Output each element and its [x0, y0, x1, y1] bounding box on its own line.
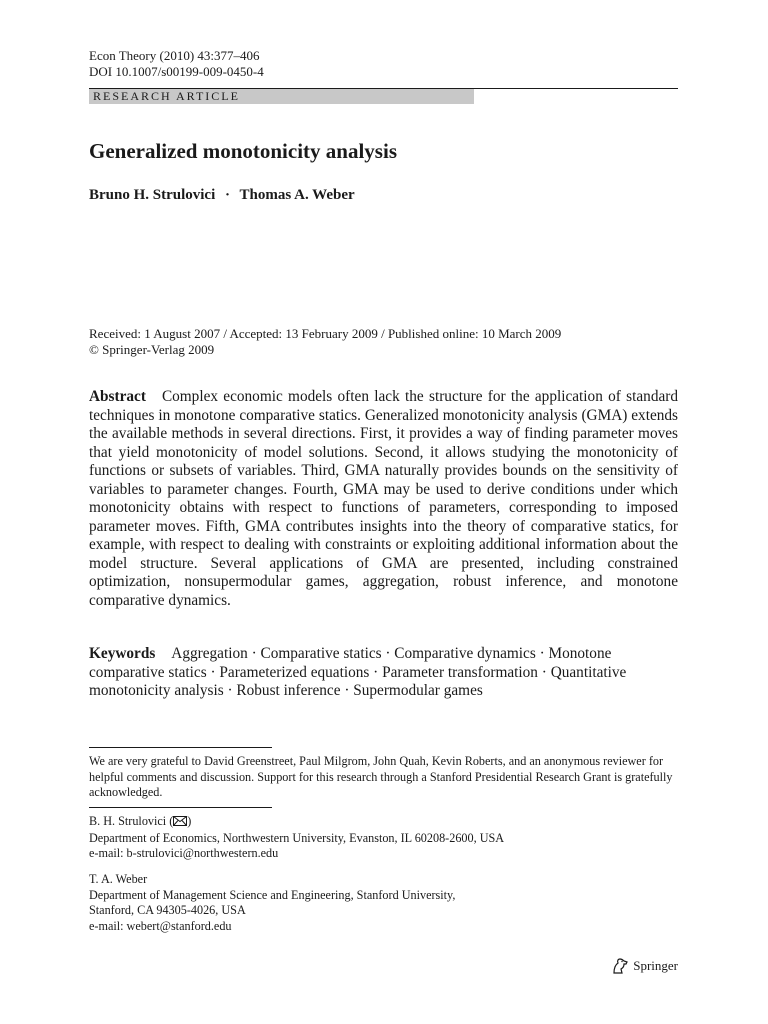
paper-title: Generalized monotonicity analysis	[89, 139, 397, 163]
article-type-label: RESEARCH ARTICLE	[93, 89, 240, 103]
journal-doi: DOI 10.1007/s00199-009-0450-4	[89, 64, 264, 79]
affiliation-email[interactable]: e-mail: webert@stanford.edu	[89, 918, 232, 933]
affiliation-rule	[89, 807, 272, 808]
envelope-icon	[173, 815, 187, 831]
date-history: Received: 1 August 2007 / Accepted: 13 February 2009 / Published online: 10 March 2009	[89, 326, 562, 341]
affiliation-email[interactable]: e-mail: b-strulovici@northwestern.edu	[89, 846, 279, 860]
abstract	[89, 388, 678, 610]
affiliation-name: T. A. Weber	[89, 872, 148, 886]
affiliation-city: Stanford, CA 94305-4026, USA	[89, 903, 246, 917]
keywords	[89, 645, 678, 701]
springer-horse-icon	[611, 958, 629, 974]
keywords-label: Keywords	[89, 645, 156, 662]
copyright-notice: © Springer-Verlag 2009	[89, 342, 215, 357]
footnote-rule	[89, 747, 272, 748]
affiliation-strulovici	[89, 814, 678, 862]
affiliation-department: Department of Economics, Northwestern University, Evanston, IL 60208-2600, USA	[89, 830, 505, 845]
author-separator: ·	[225, 187, 231, 203]
journal-citation: Econ Theory (2010) 43:377–406	[89, 48, 260, 63]
abstract-text: Complex economic models often lack the structure for the application of standard techniques in monotone comparative statics. Generalized monotonicity analysis (GMA) extends the available methods in several directions. First, it provides a way of finding parameter moves that yield monotonicity of model solutions. Second, it allows studying the monotonicity of functions or subsets of variables. Third, GMA naturally provides bounds on the sensitivity of variables to parameter changes. Fourth, GMA may be used to derive conditions under which monotonicity obtains with respect to functions of parameters, corresponding to imposed parameter moves. Fifth, GMA contributes insights into the theory of comparative statics, for example, with respect to dealing with constraints or exploiting additional information about the model structure. Several applications of GMA are presented, including constrained optimization, nonsupermodular games, aggregation, robust inference, and monotone comparative dynamics.	[89, 388, 678, 609]
author-list	[89, 186, 355, 205]
author-name: Bruno H. Strulovici	[89, 187, 216, 203]
affiliation-department: Department of Management Science and Engineering, Stanford University,	[89, 887, 456, 902]
publisher-name: Springer	[633, 958, 678, 973]
journal-info	[89, 48, 264, 80]
keywords-text: Aggregation · Comparative statics · Comparative dynamics · Monotone comparative statics · Parameterized equations · Parameter transformation · Quantitative monotonicity analysis · Robust inference · Supermodular games	[89, 645, 627, 699]
abstract-label: Abstract	[89, 388, 146, 405]
affiliation-name: B. H. Strulovici ( )	[89, 814, 678, 831]
author-name: Thomas A. Weber	[239, 187, 355, 203]
affiliation-weber	[89, 872, 678, 934]
acknowledgment-footnote: We are very grateful to David Greenstreet, Paul Milgrom, John Quah, Kevin Roberts, and an anonymous reviewer for helpful comments and discussion. Support for this research through a Stanford Presidential Research Grant is gratefully acknowledged.	[89, 754, 673, 799]
publisher-logo	[611, 958, 678, 974]
publication-history	[89, 326, 561, 358]
